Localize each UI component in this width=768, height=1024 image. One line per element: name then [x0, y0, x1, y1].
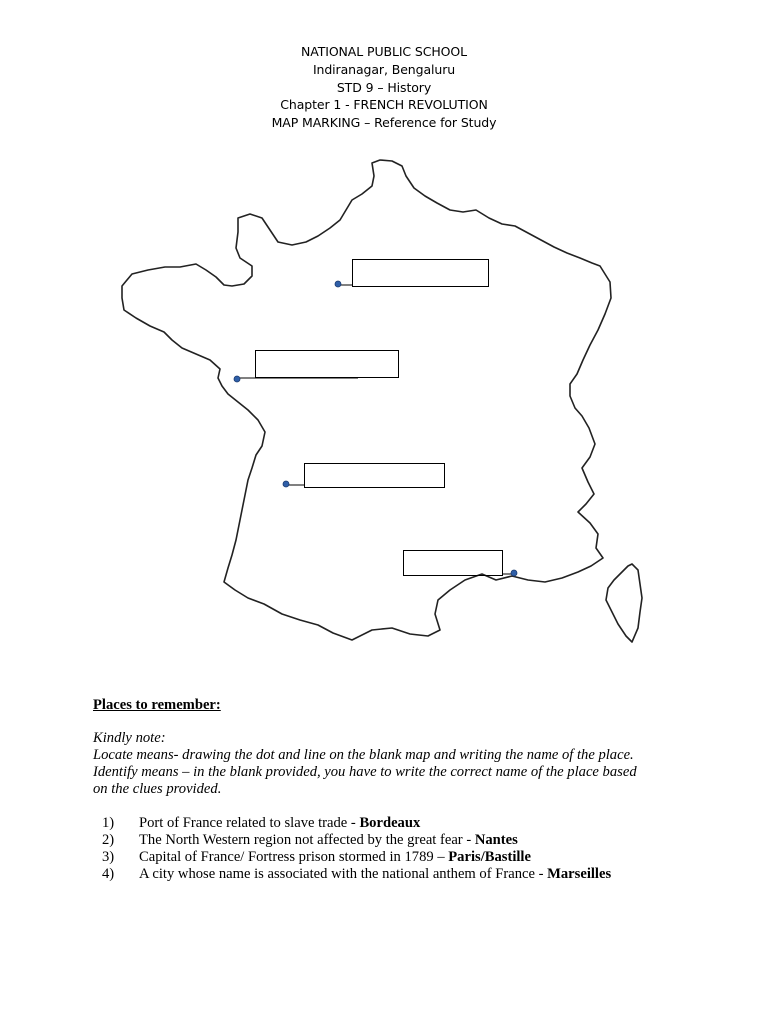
france-outline-map — [0, 150, 768, 650]
note-line: Locate means- drawing the dot and line on the blank map and writing the name of the place. — [93, 747, 634, 763]
note-line: on the clues provided. — [93, 781, 222, 797]
item-clue: A city whose name is associated with the national anthem of France - — [139, 866, 548, 882]
bordeaux-marker-dot — [283, 481, 289, 487]
list-item — [93, 815, 693, 832]
france-mainland-outline — [122, 160, 611, 640]
kindly-note-label: Kindly note: — [93, 730, 166, 746]
nantes-marker-dot — [234, 376, 240, 382]
places-list — [93, 815, 693, 883]
item-clue: Capital of France/ Fortress prison stormed in 1789 – — [139, 849, 449, 865]
worksheet-subtitle: MAP MARKING – Reference for Study — [271, 115, 497, 131]
document-header — [0, 43, 768, 132]
chapter-title: Chapter 1 - FRENCH REVOLUTION — [280, 97, 488, 113]
item-number: 3) — [102, 849, 115, 865]
item-answer: Paris/Bastille — [448, 849, 531, 865]
list-item — [93, 866, 693, 883]
school-location: Indiranagar, Bengaluru — [312, 61, 456, 77]
item-answer: Nantes — [474, 832, 518, 848]
note-line: Identify means – in the blank provided, you have to write the correct name of the place based — [93, 764, 637, 780]
list-item — [93, 849, 693, 866]
class-subject: STD 9 – History — [336, 79, 432, 95]
paris-marker-dot — [335, 281, 341, 287]
marseilles-marker-dot — [511, 570, 517, 576]
item-clue: Port of France related to slave trade - — [139, 815, 360, 831]
item-answer: Marseilles — [547, 866, 612, 882]
item-number: 1) — [102, 815, 115, 831]
paris-label-box[interactable] — [352, 259, 489, 287]
marseilles-label-box[interactable] — [403, 550, 503, 576]
list-item — [93, 832, 693, 849]
item-clue: The North Western region not affected by the great fear - — [139, 832, 475, 848]
corsica-outline — [606, 564, 642, 642]
item-number: 4) — [102, 866, 115, 882]
notes-section — [93, 697, 693, 883]
nantes-label-box[interactable] — [255, 350, 399, 378]
item-answer: Bordeaux — [359, 815, 421, 831]
places-heading: Places to remember: — [93, 697, 221, 713]
school-name: NATIONAL PUBLIC SCHOOL — [300, 44, 468, 59]
bordeaux-label-box[interactable] — [304, 463, 445, 488]
item-number: 2) — [102, 832, 115, 848]
